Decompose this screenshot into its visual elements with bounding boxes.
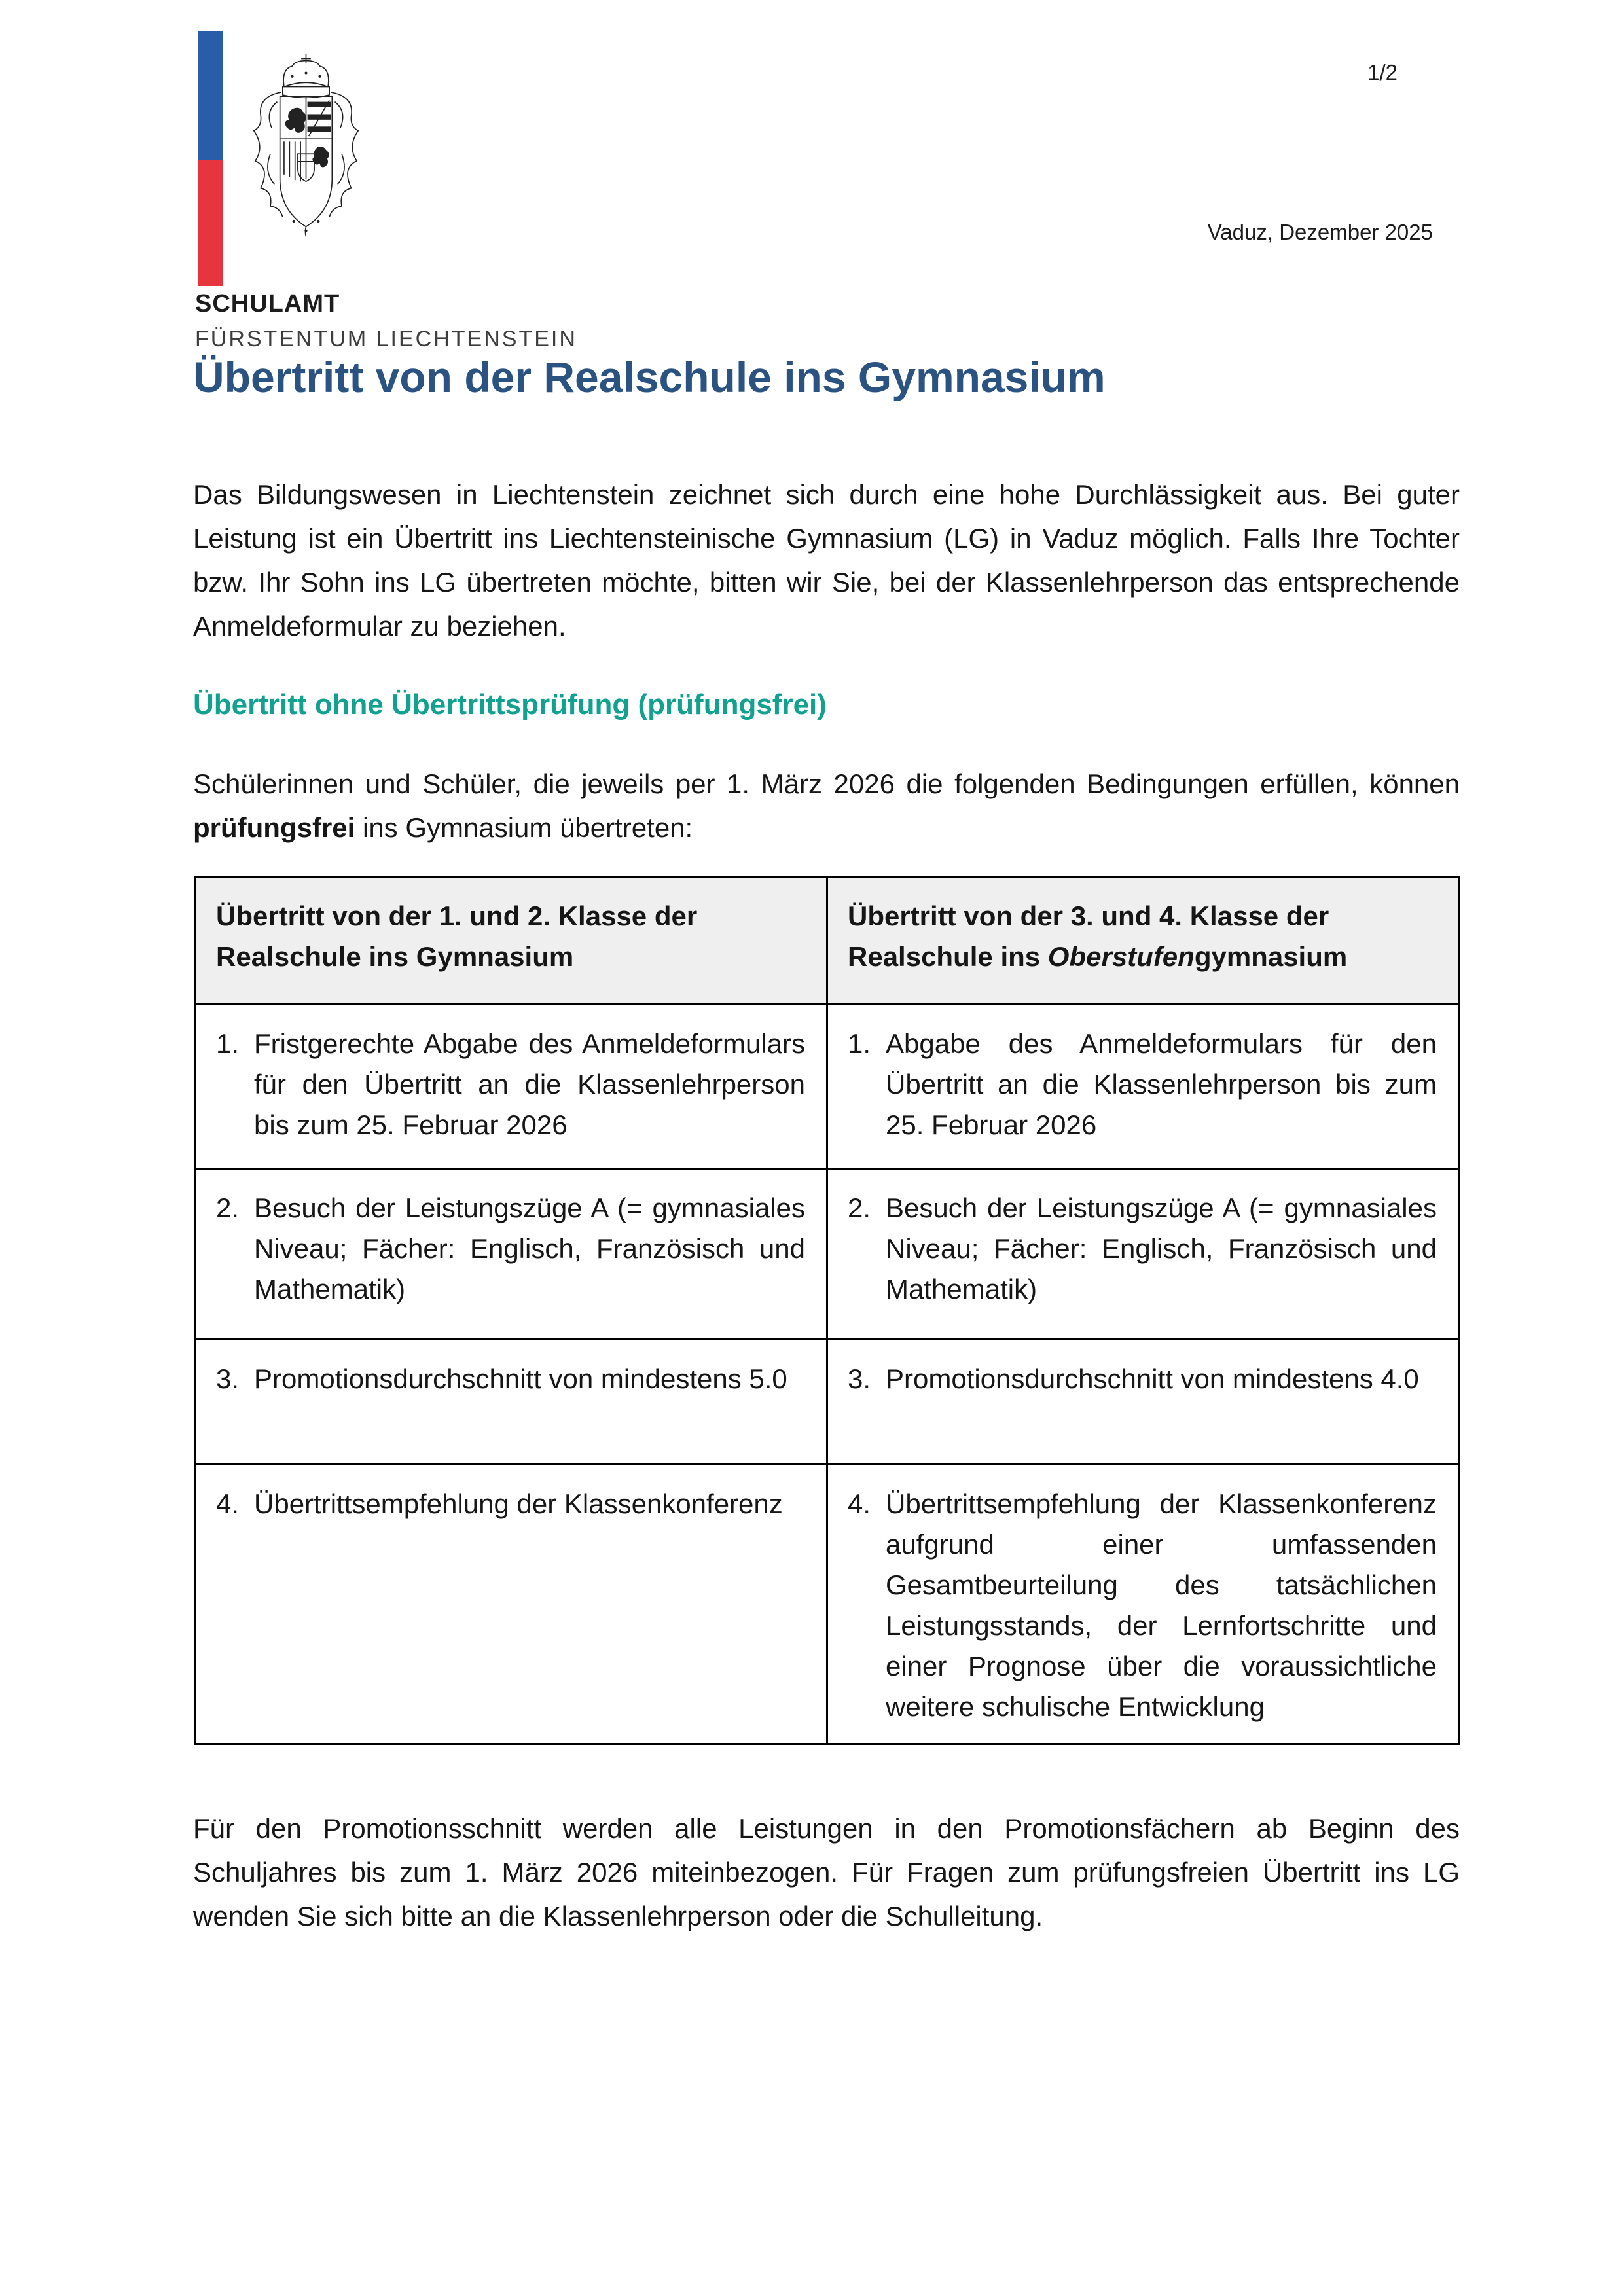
list-number: 4. (216, 1488, 240, 1519)
section-heading: Übertritt ohne Übertrittsprüfung (prüfungsfrei) (193, 689, 827, 721)
header-right-suffix: gymnasium (1194, 941, 1348, 972)
table-row (196, 1340, 1459, 1465)
condition-text: Besuch der Leistungszüge A (= gymnasiales Niveau; Fächer: Englisch, Französisch und Mathematik) (886, 1193, 1437, 1304)
list-number: 1. (216, 1028, 240, 1059)
list-number: 4. (848, 1488, 871, 1519)
list-number: 2. (216, 1193, 240, 1223)
section-intro-paragraph (193, 762, 1460, 850)
section-intro-post: ins Gymnasium übertreten: (355, 812, 693, 843)
condition-text: Fristgerechte Abgabe des Anmeldeformulars für den Übertritt an die Klassenlehrperson bis zum 25. Februar 2026 (254, 1028, 805, 1140)
condition-text: Übertrittsempfehlung der Klassenkonferenz aufgrund einer umfassenden Gesamtbeurteilung des tatsächlichen Leistungsstands, der Lernfortschritte und einer Prognose über die voraussichtliche weitere schulische Entwicklung (886, 1488, 1437, 1722)
document-title: Übertritt von der Realschule ins Gymnasium (193, 353, 1106, 401)
cell-row2-left (196, 1169, 827, 1340)
org-name: SCHULAMT (195, 290, 340, 317)
requirements-table (194, 876, 1460, 1745)
table-header-row (196, 877, 1459, 1005)
cell-row1-left (196, 1005, 827, 1169)
header-right-italic: Oberstufen (1047, 941, 1195, 972)
list-number: 3. (848, 1363, 871, 1394)
page-number: 1/2 (1367, 60, 1398, 84)
table-row (196, 1465, 1459, 1744)
cell-row3-right (827, 1340, 1459, 1465)
condition-text: Abgabe des Anmeldeformulars für den Übertritt an die Klassenlehrperson bis zum 25. Februar 2026 (886, 1028, 1437, 1140)
coat-of-arms-icon (236, 51, 376, 264)
cell-row4-right (827, 1465, 1459, 1744)
place-date: Vaduz, Dezember 2025 (1207, 220, 1433, 244)
condition-text: Übertrittsempfehlung der Klassenkonferenz (254, 1488, 783, 1519)
logo-bar-red (198, 160, 223, 286)
table-row (196, 1169, 1459, 1340)
cell-row4-left (196, 1465, 827, 1744)
header-cell-left (196, 877, 827, 1005)
header-cell-right (827, 877, 1459, 1005)
table-row (196, 1005, 1459, 1169)
section-intro-pre: Schülerinnen und Schüler, die jeweils per 1. März 2026 die folgenden Bedingungen erfüllen, können (193, 768, 1460, 799)
intro-paragraph: Das Bildungswesen in Liechtenstein zeichnet sich durch eine hohe Durchlässigkeit aus. Bei guter Leistung ist ein Übertritt ins Liechtensteinische Gymnasium (LG) in Vaduz möglich. Falls Ihre Tochter bzw. Ihr Sohn ins LG übertreten möchte, bitten wir Sie, bei der Klassenlehrperson das entsprechende Anmeldeformular zu beziehen. (193, 479, 1460, 641)
org-subtitle: FÜRSTENTUM LIECHTENSTEIN (195, 327, 577, 351)
condition-text: Besuch der Leistungszüge A (= gymnasiales Niveau; Fächer: Englisch, Französisch und Mathematik) (254, 1193, 805, 1304)
logo-bar-blue (198, 31, 223, 160)
cell-row3-left (196, 1340, 827, 1465)
list-number: 3. (216, 1363, 240, 1394)
cell-row2-right (827, 1169, 1459, 1340)
header-right-text: Übertritt von der 3. und 4. Klasse der Realschule ins (848, 901, 1329, 972)
condition-text: Promotionsdurchschnitt von mindestens 5.0 (254, 1363, 787, 1394)
header-left-text: Übertritt von der 1. und 2. Klasse der Realschule ins Gymnasium (216, 901, 698, 972)
list-number: 1. (848, 1028, 871, 1059)
cell-row1-right (827, 1005, 1459, 1169)
list-number: 2. (848, 1193, 871, 1223)
closing-paragraph: Für den Promotionsschnitt werden alle Leistungen in den Promotionsfächern ab Beginn des Schuljahres bis zum 1. März 2026 miteinbezogen. Für Fragen zum prüfungsfreien Übertritt ins LG wenden Sie sich bitte an die Klassenlehrperson oder die Schulleitung. (193, 1813, 1460, 1931)
condition-text: Promotionsdurchschnitt von mindestens 4.0 (886, 1363, 1419, 1394)
section-intro-bold: prüfungsfrei (193, 812, 355, 843)
